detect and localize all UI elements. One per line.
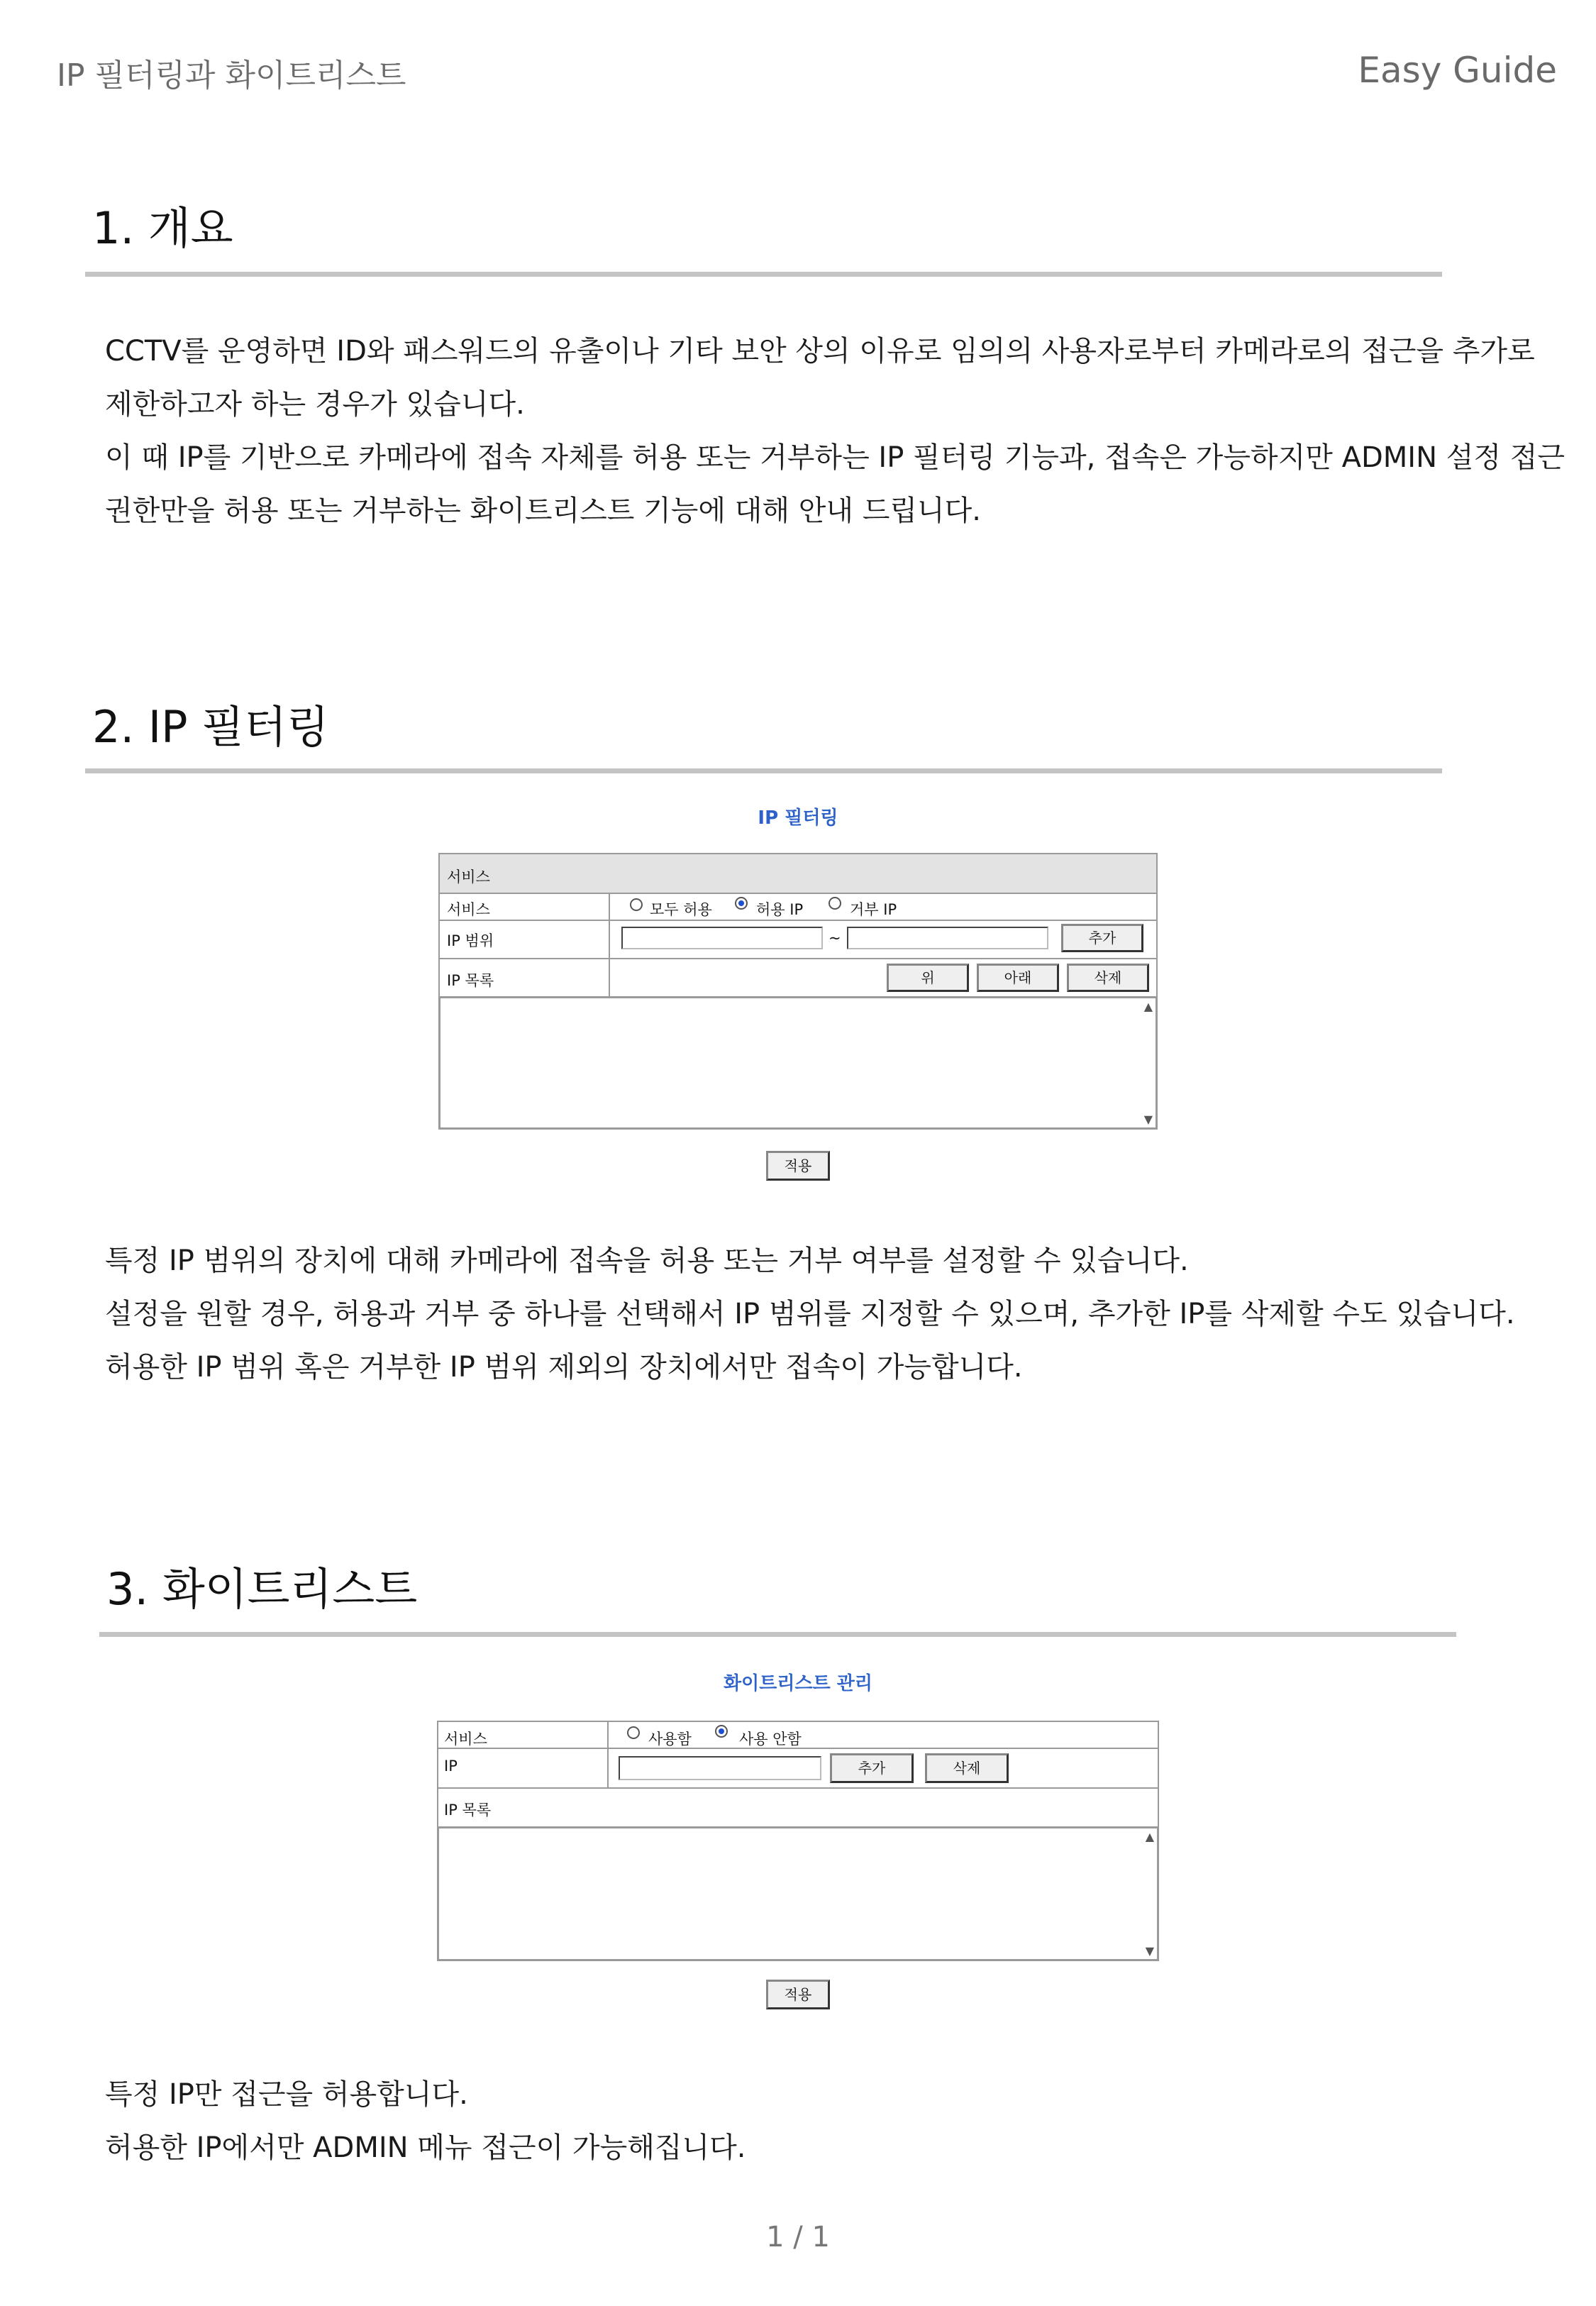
- whitelist-disable-radio[interactable]: [715, 1725, 728, 1738]
- section-3-body: [105, 2068, 746, 2175]
- section-1-divider: [85, 272, 1442, 277]
- row-divider: [438, 1787, 1158, 1789]
- whitelist-service-label: 서비스: [444, 1731, 487, 1748]
- ip-filter-list-box[interactable]: [438, 996, 1158, 1130]
- whitelist-form-title: 화이트리스트 관리: [724, 1673, 872, 1694]
- section-3-divider: [99, 1632, 1456, 1637]
- label-column-divider: [607, 1722, 609, 1789]
- section-1-line: 제한하고자 하는 경우가 있습니다.: [105, 388, 525, 421]
- move-up-button[interactable]: 위: [887, 964, 969, 992]
- section-1-body: [105, 325, 1565, 538]
- label-column-divider: [609, 894, 610, 996]
- whitelist-ip-list-label: IP 목록: [444, 1802, 492, 1819]
- whitelist-form: [437, 1721, 1159, 1828]
- section-1-line: 이 때 IP를 기반으로 카메라에 접속 자체를 허용 또는 거부하는 IP 필터링 기능과, 접속은 가능하지만 ADMIN 설정 접근: [105, 441, 1565, 474]
- section-2-title: 2. IP 필터링: [92, 701, 329, 753]
- row-divider: [440, 920, 1156, 921]
- whitelist-enable-label: 사용함: [648, 1731, 692, 1748]
- whitelist-ip-input[interactable]: [619, 1756, 821, 1780]
- section-2-line: 허용한 IP 범위 혹은 거부한 IP 범위 제외의 장치에서만 접속이 가능합니다.: [105, 1351, 1023, 1384]
- delete-ip-button[interactable]: 삭제: [1067, 964, 1149, 992]
- option-denied-ip-label: 거부 IP: [850, 901, 897, 918]
- ip-filter-header-bar: [440, 854, 1156, 893]
- option-allow-all-label: 모두 허용: [650, 901, 712, 918]
- whitelist-enable-radio[interactable]: [627, 1726, 640, 1739]
- scroll-down-icon[interactable]: ▼: [1143, 1113, 1153, 1126]
- whitelist-ip-label: IP: [444, 1758, 458, 1775]
- section-2-body: [105, 1235, 1515, 1394]
- add-ip-range-button[interactable]: 추가: [1061, 924, 1143, 952]
- section-2-line: 설정을 원할 경우, 허용과 거부 중 하나를 선택해서 IP 범위를 지정할 수 있으며, 추가한 IP를 삭제할 수도 있습니다.: [105, 1298, 1515, 1330]
- whitelist-list-box[interactable]: [437, 1826, 1159, 1961]
- ip-list-label: IP 목록: [447, 972, 494, 989]
- ip-filter-header-label: 서비스: [447, 868, 490, 886]
- row-divider: [438, 1748, 1158, 1749]
- service-label: 서비스: [447, 901, 490, 918]
- scroll-down-icon[interactable]: ▼: [1145, 1944, 1154, 1958]
- ip-range-label: IP 범위: [447, 932, 494, 949]
- section-1-line: CCTV를 운영하면 ID와 패스워드의 유출이나 기타 보안 상의 이유로 임의의 사용자로부터 카메라로의 접근을 추가로: [105, 335, 1535, 368]
- row-divider: [440, 958, 1156, 959]
- ip-range-end-input[interactable]: [847, 927, 1048, 949]
- option-allowed-ip-radio[interactable]: [735, 897, 748, 910]
- section-2-divider: [85, 768, 1442, 773]
- move-down-button[interactable]: 아래: [977, 964, 1059, 992]
- ip-filter-form-title: IP 필터링: [758, 807, 838, 829]
- whitelist-add-button[interactable]: 추가: [830, 1753, 914, 1783]
- section-3-line: 특정 IP만 접근을 허용합니다.: [105, 2078, 468, 2111]
- ip-range-start-input[interactable]: [621, 927, 823, 949]
- document-header-title: IP 필터링과 화이트리스트: [57, 57, 406, 94]
- ip-range-separator: ~: [829, 929, 841, 947]
- document-header-brand: Easy Guide: [1358, 50, 1557, 91]
- section-3-line: 허용한 IP에서만 ADMIN 메뉴 접근이 가능해집니다.: [105, 2131, 746, 2164]
- ip-filter-form: [438, 853, 1158, 998]
- scroll-up-icon[interactable]: ▲: [1145, 1830, 1154, 1843]
- whitelist-apply-button[interactable]: 적용: [766, 1980, 830, 2009]
- scroll-up-icon[interactable]: ▲: [1143, 1000, 1153, 1013]
- row-divider: [440, 893, 1156, 894]
- option-allowed-ip-label: 허용 IP: [756, 901, 804, 918]
- option-denied-ip-radio[interactable]: [829, 897, 841, 910]
- section-2-line: 특정 IP 범위의 장치에 대해 카메라에 접속을 허용 또는 거부 여부를 설정할 수 있습니다.: [105, 1245, 1189, 1277]
- section-1-line: 권한만을 허용 또는 거부하는 화이트리스트 기능에 대해 안내 드립니다.: [105, 495, 981, 527]
- section-1-title: 1. 개요: [92, 202, 233, 254]
- ip-filter-apply-button[interactable]: 적용: [766, 1151, 830, 1181]
- whitelist-disable-label: 사용 안함: [739, 1731, 802, 1748]
- page-number: 1 / 1: [766, 2221, 830, 2253]
- whitelist-delete-button[interactable]: 삭제: [925, 1753, 1009, 1783]
- section-3-title: 3. 화이트리스트: [106, 1563, 418, 1615]
- option-allow-all-radio[interactable]: [630, 898, 643, 911]
